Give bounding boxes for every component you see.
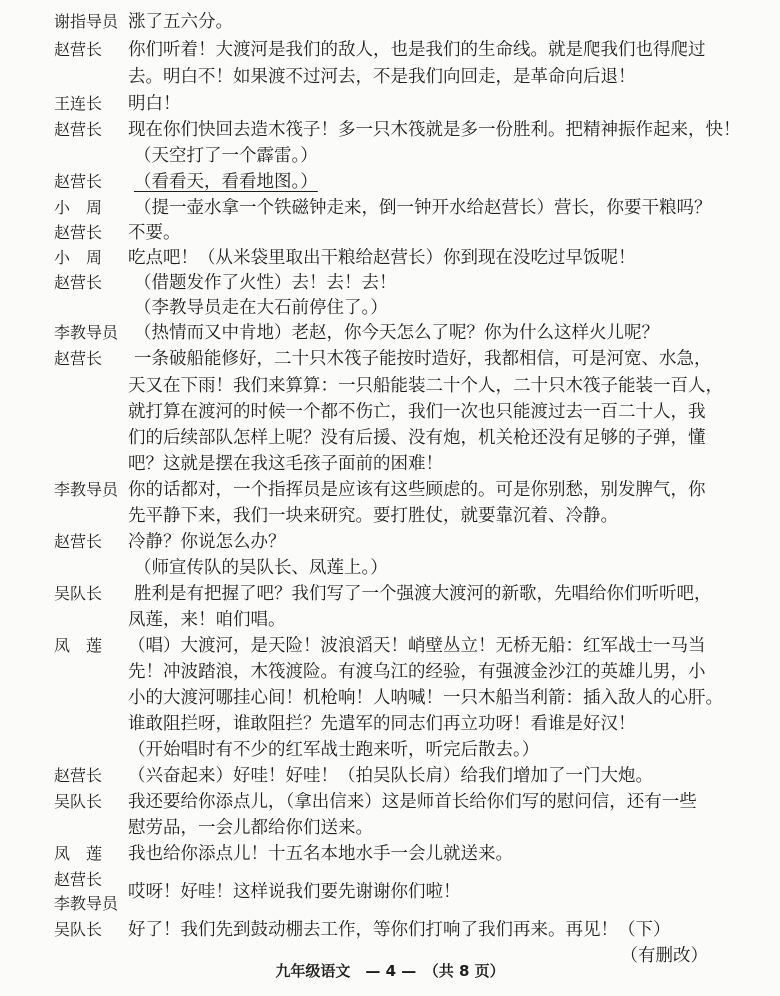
speaker: 王连长 (54, 94, 103, 113)
line-text: 涨了五六分。 (128, 12, 233, 32)
speaker: 赵营长 (54, 172, 103, 191)
stage-direction: （师宣传队的吴队长、凤莲上。） (134, 558, 388, 578)
line-text: 就打算在渡河的时候一个都不伤亡，我们一次也只能渡过去一百二十人，我 (128, 402, 706, 422)
underlined-stage-direction: （看看天，看看地图。） (134, 172, 318, 192)
speaker: 赵营长 (54, 273, 103, 292)
speaker: 吴队长 (54, 920, 103, 939)
line-text: 一条破船能修好，二十只木筏子能按时造好，我都相信，可是河宽、水急， (134, 349, 712, 369)
speaker: 赵营长 (54, 532, 103, 551)
line-text: 你的话都对，一个指挥员是应该有这些顾虑的。可是你别愁，别发脾气，你 (128, 480, 706, 500)
line-text: 先！冲波踏浪，木筏渡险。有渡乌江的经验，有强渡金沙江的英雄儿男，小 (128, 662, 706, 682)
stage-direction: （李教导员走在大石前停住了。） (134, 298, 388, 318)
speaker: 赵营长 (54, 40, 103, 59)
line-text: 去。明白不！如果渡不过河去，不是我们向回走，是革命向后退！ (128, 67, 636, 87)
line-text: （兴奋起来）好哇！好哇！（拍吴队长肩）给我们增加了一门大炮。 (128, 766, 653, 786)
speaker: 凤 莲 (54, 636, 103, 655)
line-text: 谁敢阻拦呀，谁敢阻拦？先遣军的同志们再立功呀！看谁是好汉！ (128, 714, 636, 734)
page-footer: 九年级语文 — 4 — （共 8 页） (275, 962, 505, 980)
speaker: 凤 莲 (54, 844, 103, 863)
line-text: 冷静？你说怎么办？ (128, 532, 286, 552)
line-text: 不要。 (128, 223, 181, 243)
line-text: 好了！我们先到鼓动棚去工作，等你们打响了我们再来。再见！（下） (128, 920, 671, 940)
line-text: 明白！ (128, 94, 181, 114)
source-note: （有删改） (620, 946, 708, 966)
line-text: （唱）大渡河，是天险！波浪滔天！峭壁丛立！无桥无船：红军战士一马当 (128, 636, 706, 656)
line-text: 慰劳品，一会儿都给你们送来。 (128, 818, 373, 838)
line-text: 先平静下来，我们一块来研究。要打胜仗，就要靠沉着、冷静。 (128, 506, 618, 526)
speaker: 谢指导员 (54, 12, 119, 31)
speaker: 赵营长 (54, 766, 103, 785)
line-text: 吃点吧！（从米袋里取出干粮给赵营长）你到现在没吃过早饭呢！ (128, 248, 636, 268)
line-text: 哎呀！好哇！这样说我们要先谢谢你们啦！ (128, 882, 461, 902)
stage-direction: （开始唱时有不少的红军战士跑来听，听完后散去。） (128, 740, 540, 760)
speaker: 李教导员 (54, 480, 119, 499)
speaker: 赵营长 (54, 349, 103, 368)
speaker: 李教导员 (54, 894, 119, 913)
line-text: （热情而又中肯地）老赵，你今天怎么了呢？你为什么这样火儿呢？ (134, 323, 659, 343)
speaker: 吴队长 (54, 792, 103, 811)
line-text: 凤莲，来！咱们唱。 (128, 610, 286, 630)
line-text: 们的后续部队怎样上呢？没有后援、没有炮，机关枪还没有足够的子弹，懂 (128, 428, 706, 448)
speaker: 吴队长 (54, 584, 103, 603)
line-text: 小的大渡河哪挂心间！机枪响！人呐喊！一只木船当利箭：插入敌人的心肝。 (128, 688, 723, 708)
stage-direction: （天空打了一个霹雷。） (134, 146, 318, 166)
line-text: 我还要给你添点儿，（拿出信来）这是师首长给你们写的慰问信，还有一些 (128, 792, 697, 812)
line-text: 胜利是有把握了吧？我们写了一个强渡大渡河的新歌，先唱给你们听听吧， (134, 584, 712, 604)
line-text: 天又在下雨！我们来算算：一只船能装二十个人，二十只木筏子能装一百人， (128, 376, 723, 396)
line-text: （借题发作了火性）去！去！去！ (134, 273, 397, 293)
line-text: 我也给你添点儿！十五名本地水手一会儿就送来。 (128, 844, 513, 864)
line-text: 你们听着！大渡河是我们的敌人，也是我们的生命线。就是爬我们也得爬过 (128, 40, 706, 60)
speaker: 赵营长 (54, 223, 103, 242)
speaker: 李教导员 (54, 323, 119, 342)
speaker: 小 周 (54, 198, 103, 217)
speaker: 赵营长 (54, 870, 103, 889)
line-text: （提一壶水拿一个铁磁钟走来，倒一钟开水给赵营长）营长，你要干粮吗？ (134, 198, 712, 218)
line-text: 现在你们快回去造木筏子！多一只木筏就是多一份胜利。把精神振作起来，快！ (128, 120, 741, 140)
speaker: 赵营长 (54, 120, 103, 139)
line-text: 吧？这就是摆在我这毛孩子面前的困难！ (128, 454, 443, 474)
speaker: 小 周 (54, 248, 103, 267)
